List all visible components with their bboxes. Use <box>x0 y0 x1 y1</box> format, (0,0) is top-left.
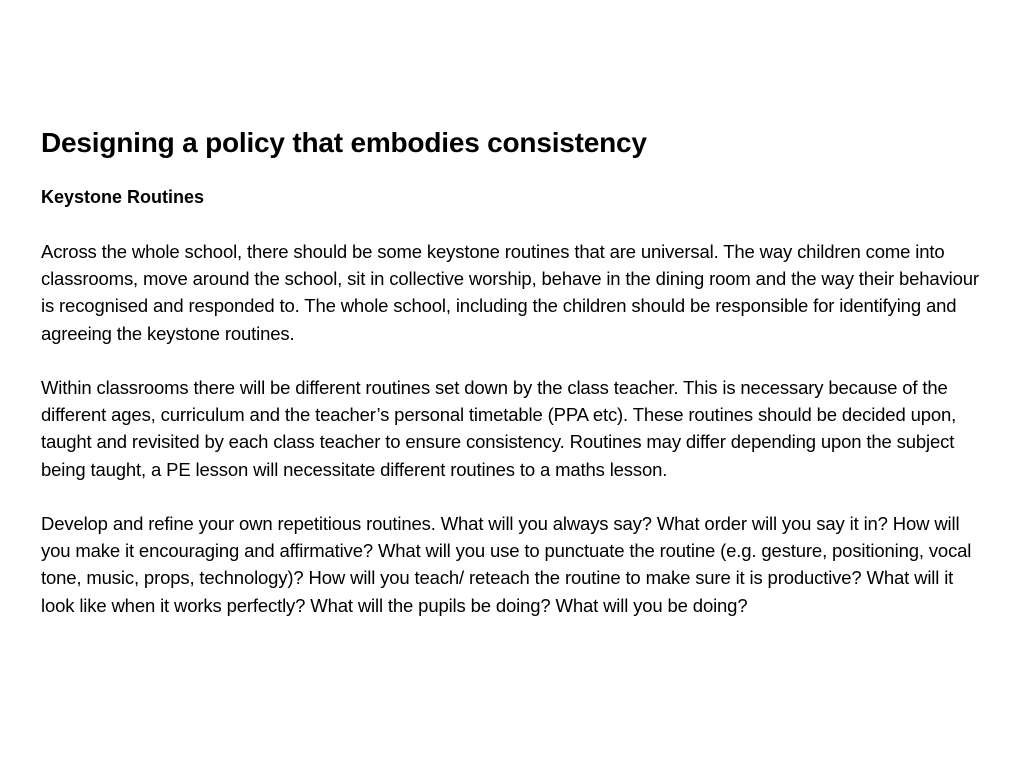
slide-content <box>41 124 991 646</box>
paragraph-classroom-routines: Within classrooms there will be different routines set down by the class teacher. This is necessary because of the different ages, curriculum and the teacher’s personal timetable (PPA etc). These routines should be decided upon, taught and revisited by each class teacher to ensure consistency. Routines may differ depending upon the subject being taught, a PE lesson will necessitate different routines to a maths lesson. <box>41 377 957 480</box>
paragraph-repetitious-routines: Develop and refine your own repetitious routines. What will you always say? What order will you say it in? How will you make it encouraging and affirmative? What will you use to punctuate the routine (e.g. gesture, positioning, vocal tone, music, props, technology)? How will you teach/ reteach the routine to make sure it is productive? What will it look like when it works perfectly? What will the pupils be doing? What will you be doing? <box>41 513 972 616</box>
paragraph-keystone-routines: Across the whole school, there should be some keystone routines that are universal. The way children come into classrooms, move around the school, sit in collective worship, behave in the dining room and the way their behaviour is recognised and responded to. The whole school, including the children should be responsible for identifying and agreeing the keystone routines. <box>41 241 979 344</box>
section-heading: Keystone Routines <box>41 187 205 207</box>
page-title: Designing a policy that embodies consistency <box>41 127 647 158</box>
